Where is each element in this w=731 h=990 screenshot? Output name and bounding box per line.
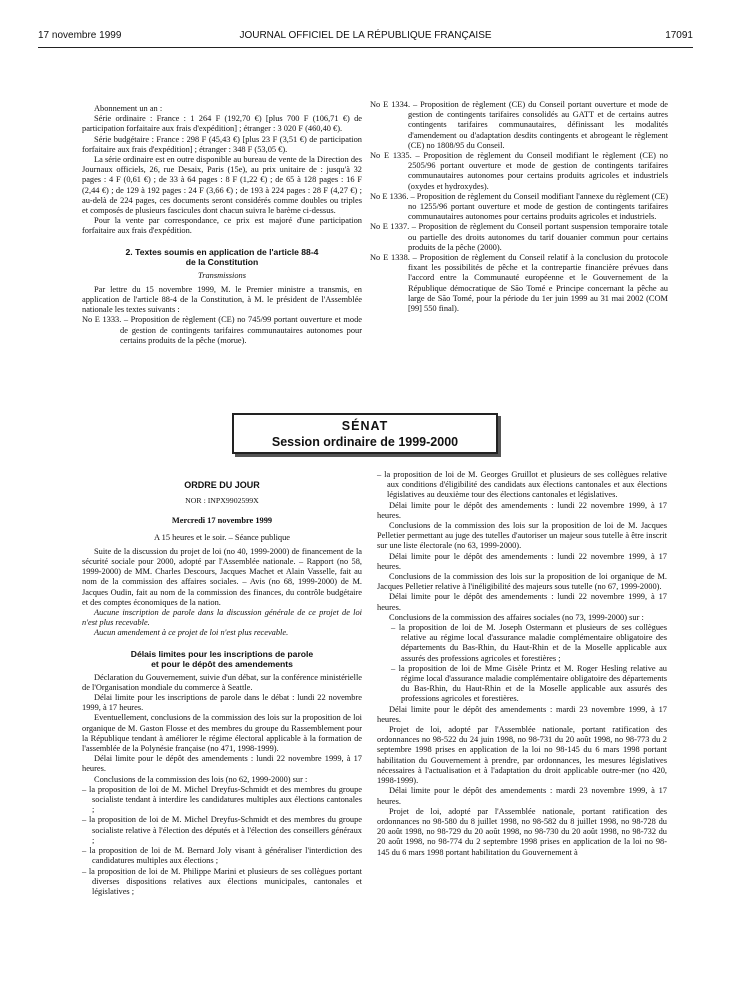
pelletier-ineligibilite: Conclusions de la commission des lois sur la proposition de loi organique de M. Jacques Pelletier relative à l'inéligibilité des majeurs sous tutelle (no 67, 1999-2000). (377, 572, 667, 592)
list-item: – la proposition de loi de M. Bernard Joly visant à généraliser l'interdiction des candidatures multiples aux élections ; (82, 846, 362, 866)
item-e1335: No E 1335. – Proposition de règlement du Conseil modifiant le règlement (CE) no 2505/96 portant ouverture et mode de gestion de contingents tarifaires communautaires autonomes pour certains produits agricoles et industriels (oxydes et hydroxydes). (370, 151, 668, 191)
ordre-du-jour-column (82, 470, 362, 897)
journal-title: JOURNAL OFFICIEL DE LA RÉPUBLIQUE FRANÇAISE (239, 30, 492, 41)
delai-amendements-2: Délai limite pour le dépôt des amendements : lundi 22 novembre 1999, à 17 heures. (377, 500, 667, 520)
vente-correspondance: Pour la vente par correspondance, ce prix est majoré d'une participation forfaitaire aux frais d'expédition. (82, 216, 362, 236)
no-amendement-note: Aucun amendement à ce projet de loi n'est plus recevable. (94, 628, 289, 638)
projet-ratification-1: Projet de loi, adopté par l'Assemblée nationale, portant ratification des ordonnances no 98-522 du 24 juin 1998, no 98-731 du 20 août 1998, no 98-773 du 2 septembre 1998 prises en application de la loi no 98-145 du 6 mars 1998 portant habilitation du Gouvernement à prendre, par ordonnances, les mesures législatives nécessaires à l'actualisation et à l'adaptation du droit applicable outre-mer (no 420, 1998-1999). (377, 725, 667, 786)
delai-amendements-4: Délai limite pour le dépôt des amendements : lundi 22 novembre 1999, à 17 heures. (377, 592, 667, 612)
senat-banner (232, 413, 498, 454)
delai-amendements-1: Délai limite pour le dépôt des amendements : lundi 22 novembre 1999, à 17 heures. (82, 754, 362, 774)
delai-amendements-3: Délai limite pour le dépôt des amendements : lundi 22 novembre 1999, à 17 heures. (377, 551, 667, 571)
list-item: – la proposition de loi de Mme Gisèle Printz et M. Roger Hesling relative au régime local d'assurance maladie complémentaire obligatoire des départements du Bas-Rhin, du Haut-Rhin et de la Moselle applicable aux assurés des professions agricoles et forestières. (391, 663, 667, 704)
delai-inscriptions: Délai limite pour les inscriptions de parole dans le débat : lundi 22 novembre 1999, à 17 heures. (82, 693, 362, 713)
item-e1334: No E 1334. – Proposition de règlement (CE) du Conseil portant ouverture et mode de gestion de contingents tarifaires consolidés au GATT et de certains autres contingents tarifaires communautaires, définissant les modalités d'amendement ou d'adaptation desdits contingents et abrogeant le règlement (CE) no 1808/95 du Conseil. (370, 100, 668, 150)
header-rule (38, 47, 693, 48)
conclusions-affaires-sociales: Conclusions de la commission des affaires sociales (no 73, 1999-2000) sur : (389, 612, 644, 622)
item-e1338: No E 1338. – Proposition de règlement du Conseil relatif à la conclusion du protocole fixant les possibilités de pêche et la contrepartie financière prévues dans l'accord entre la Communauté européenne et le Gouvernement de la République démocratique de São Tomé e Principe concernant la pêche au large de São Tomé, pour la période du 1er juin 1999 au 31 mai 2002 (COM [99] 550 final). (370, 253, 668, 314)
senat-title: SÉNAT (341, 419, 389, 433)
pelletier-tutelles: Conclusions de la commission des lois sur la proposition de loi de M. Jacques Pelletier permettant au juge des tutelles d'autoriser un majeur sous tutelle à être inscrit sur une liste électorale (no 63, 1999-2000). (377, 521, 667, 551)
page-number: 17091 (665, 30, 693, 41)
list-item: – la proposition de loi de M. Philippe Marini et plusieurs de ses collègues portant diverses dispositions relatives aux élections municipales, cantonales et législatives ; (82, 866, 362, 896)
delais-heading: Délais limites pour les inscriptions de parole et pour le dépôt des amendements (130, 648, 314, 669)
list-item: – la proposition de loi de M. Michel Dreyfus-Schmidt et des membres du groupe socialiste tendant à interdire les candidatures multiples aux élections cantonales ; (82, 784, 362, 815)
list-item: – la proposition de loi de M. Georges Gruillot et plusieurs de ses collègues relative aux conditions d'éligibilité des candidats aux élections cantonales et aux élections législatives au deuxième tour des élections cantonales et législatives. (377, 470, 667, 500)
header-date: 17 novembre 1999 (38, 30, 122, 41)
item-e1336: No E 1336. – Proposition de règlement du Conseil modifiant l'annexe du règlement (CE) no 1255/96 portant ouverture et mode de gestion de contingents tarifaires communautaires autonomes pour certains produits agricoles et industriels. (370, 191, 668, 222)
proposals-column (370, 100, 668, 314)
discussion-paragraph: Suite de la discussion du projet de loi (no 40, 1999-2000) de financement de la sécurité sociale pour 2000, adopté par l'Assemblée nationale. – Rapport (no 58, 1999-2000) de MM. Charles Descours, Jacques Machet et Alain Vasselle, fait au nom de la commission des affaires sociales. – Avis (no 68, 1999-2000) de M. Jacques Oudin, fait au nom de la commission des finances, du contrôle budgétaire et des comptes économiques de la nation. (82, 546, 362, 607)
session-date: Mercredi 17 novembre 1999 (171, 516, 273, 526)
transmissions-heading: Transmissions (198, 270, 246, 280)
item-e1333: No E 1333. – Proposition de règlement (CE) no 745/99 portant ouverture et mode de gestion de contingents tarifaires communautaires autonomes pour certains produits de la pêche (morue). (82, 315, 362, 345)
ordre-du-jour-title: ORDRE DU JOUR (184, 480, 260, 490)
vente-bureau: La série ordinaire est en outre disponible au bureau de vente de la Direction des Journaux officiels, 26, rue Desaix, Paris (15e), au prix unitaire de : jusqu'à 32 pages : 4 F (0,61 €) ; de 33 à 64 pages : 8 F (1,22 €) ; de 65 à 128 pages : 16 F (2,44 €) ; de 129 à 192 pages : 24 F (3,66 €) ; de 193 à 224 pages : 28 F (4,27 €) ; au-delà de 224 pages, ces documents seront considérés comme doubles ou triples et composés de plusieurs fascicules dont chacun suivra le barème ci-dessus. (82, 155, 362, 216)
abonnement-label: Abonnement un an : (94, 104, 163, 113)
list-item: – la proposition de loi de M. Joseph Ostermann et plusieurs de ses collègues relative au régime local d'assurance maladie complémentaire obligatoire des départements du Bas-Rhin, du Haut-Rhin et de la Moselle applicable aux assurés des professions agricoles et forestières ; (391, 623, 667, 663)
nor-reference: NOR : INPX9902599X (185, 496, 259, 506)
senat-subtitle: Session ordinaire de 1999-2000 (271, 435, 459, 449)
subscription-column (82, 104, 362, 346)
list-item: – la proposition de loi de M. Michel Dreyfus-Schmidt et des membres du groupe socialiste relative à l'élection des députés et à l'élection des conseillers généraux ; (82, 815, 362, 845)
projet-ratification-2: Projet de loi, adopté par l'Assemblée nationale, portant ratification des ordonnances no 98-580 du 8 juillet 1998, no 98-582 du 8 juillet 1998, no 98-728 du 20 août 1998, no 98-729 du 20 août 1998, no 98-730 du 20 août 1998, no 98-732 du 20 août 1998, no 98-774 du 2 septembre 1998 prises en application de la loi no 98-145 du 6 mars 1998 portant habilitation du Gouvernement à (377, 806, 667, 857)
no-inscription-note: Aucune inscription de parole dans la discussion générale de ce projet de loi n'est plus recevable. (82, 608, 362, 628)
conclusions-lois: Conclusions de la commission des lois (no 62, 1999-2000) sur : (94, 774, 308, 784)
lettre-paragraph: Par lettre du 15 novembre 1999, M. le Premier ministre a transmis, en application de l'article 88-4 de la Constitution, à M. le président de l'Assemblée nationale les textes suivants : (82, 284, 362, 315)
delai-amendements-6: Délai limite pour le dépôt des amendements : mardi 23 novembre 1999, à 17 heures. (377, 786, 667, 806)
item-e1337: No E 1337. – Proposition de règlement du Conseil portant suspension temporaire totale ou partielle des droits autonomes du tarif douanier commun pour certains produits de la pêche (2000). (370, 222, 668, 252)
session-time: A 15 heures et le soir. – Séance publique (153, 532, 291, 542)
flosse-paragraph: Eventuellement, conclusions de la commission des lois sur la proposition de loi organique de M. Gaston Flosse et des membres du groupe du Rassemblement pour la République tendant à améliorer le régime électoral applicable à la formation de l'assemblée de la Polynésie française (no 471, 1998-1999). (82, 713, 362, 754)
ordre-du-jour-continued (377, 470, 667, 858)
serie-ordinaire: Série ordinaire : France : 1 264 F (192,70 €) [plus 700 F (106,71 €) de participation forfaitaire aux frais d'expédition] ; étranger : 3 020 F (460,40 €). (82, 114, 362, 134)
section-title-88-4: 2. Textes soumis en application de l'article 88-4 de la Constitution (125, 246, 319, 267)
delai-amendements-5: Délai limite pour le dépôt des amendements : mardi 23 novembre 1999, à 17 heures. (377, 704, 667, 724)
serie-budgetaire: Série budgétaire : France : 298 F (45,43 €) [plus 23 F (3,51 €) de participation forfaitaire aux frais d'expédition] ; étranger : 348 F (53,05 €). (82, 134, 362, 154)
page-header (38, 30, 693, 46)
declaration-paragraph: Déclaration du Gouvernement, suivie d'un débat, sur la conférence ministérielle de l'Organisation mondiale du commerce à Seattle. (82, 672, 362, 692)
